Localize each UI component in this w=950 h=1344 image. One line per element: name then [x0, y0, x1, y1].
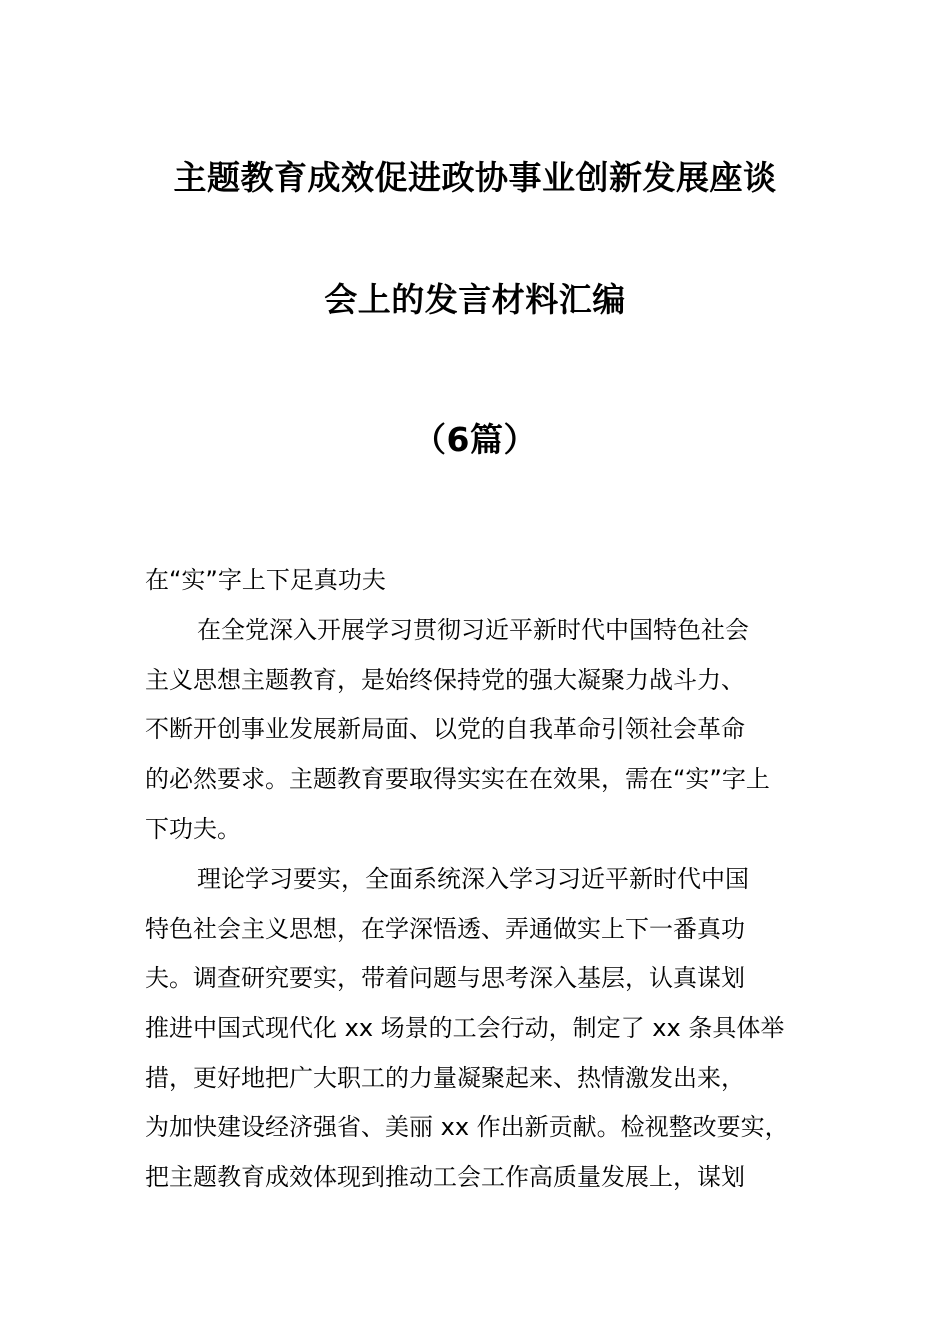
- paragraph-line: 措，更好地把广大职工的力量凝聚起来、热情激发出来，: [145, 1063, 745, 1092]
- paragraph-line: 不断开创事业发展新局面、以党的自我革命引领社会革命: [145, 715, 745, 744]
- paragraph-line: 主义思想主题教育，是始终保持党的强大凝聚力战斗力、: [145, 665, 745, 694]
- document-title-line-1: 主题教育成效促进政协事业创新发展座谈: [173, 158, 777, 197]
- paragraph-line: 下功夫。: [145, 814, 241, 843]
- paragraph-line: 的必然要求。主题教育要取得实实在在效果，需在“实”字上: [145, 765, 770, 794]
- section-heading: 在“实”字上下足真功夫: [145, 566, 386, 594]
- paragraph-1: [145, 606, 810, 854]
- paragraph-line: 理论学习要实，全面系统深入学习习近平新时代中国: [197, 865, 749, 893]
- document-title-count: （6篇）: [413, 420, 537, 459]
- paragraph-line: 夫。调查研究要实，带着问题与思考深入基层，认真谋划: [145, 964, 745, 993]
- paragraph-line: 推进中国式现代化 xx 场景的工会行动，制定了 xx 条具体举: [145, 1014, 785, 1043]
- paragraph-line: 为加快建设经济强省、美丽 xx 作出新贡献。检视整改要实，: [145, 1113, 789, 1142]
- paragraph-line: 把主题教育成效体现到推动工会工作高质量发展上，谋划: [145, 1163, 745, 1192]
- paragraph-2: [145, 855, 810, 1203]
- paragraph-line: 在全党深入开展学习贯彻习近平新时代中国特色社会: [197, 616, 749, 644]
- document-title-line-2: 会上的发言材料汇编: [324, 280, 626, 319]
- paragraph-line: 特色社会主义思想，在学深悟透、弄通做实上下一番真功: [145, 914, 745, 943]
